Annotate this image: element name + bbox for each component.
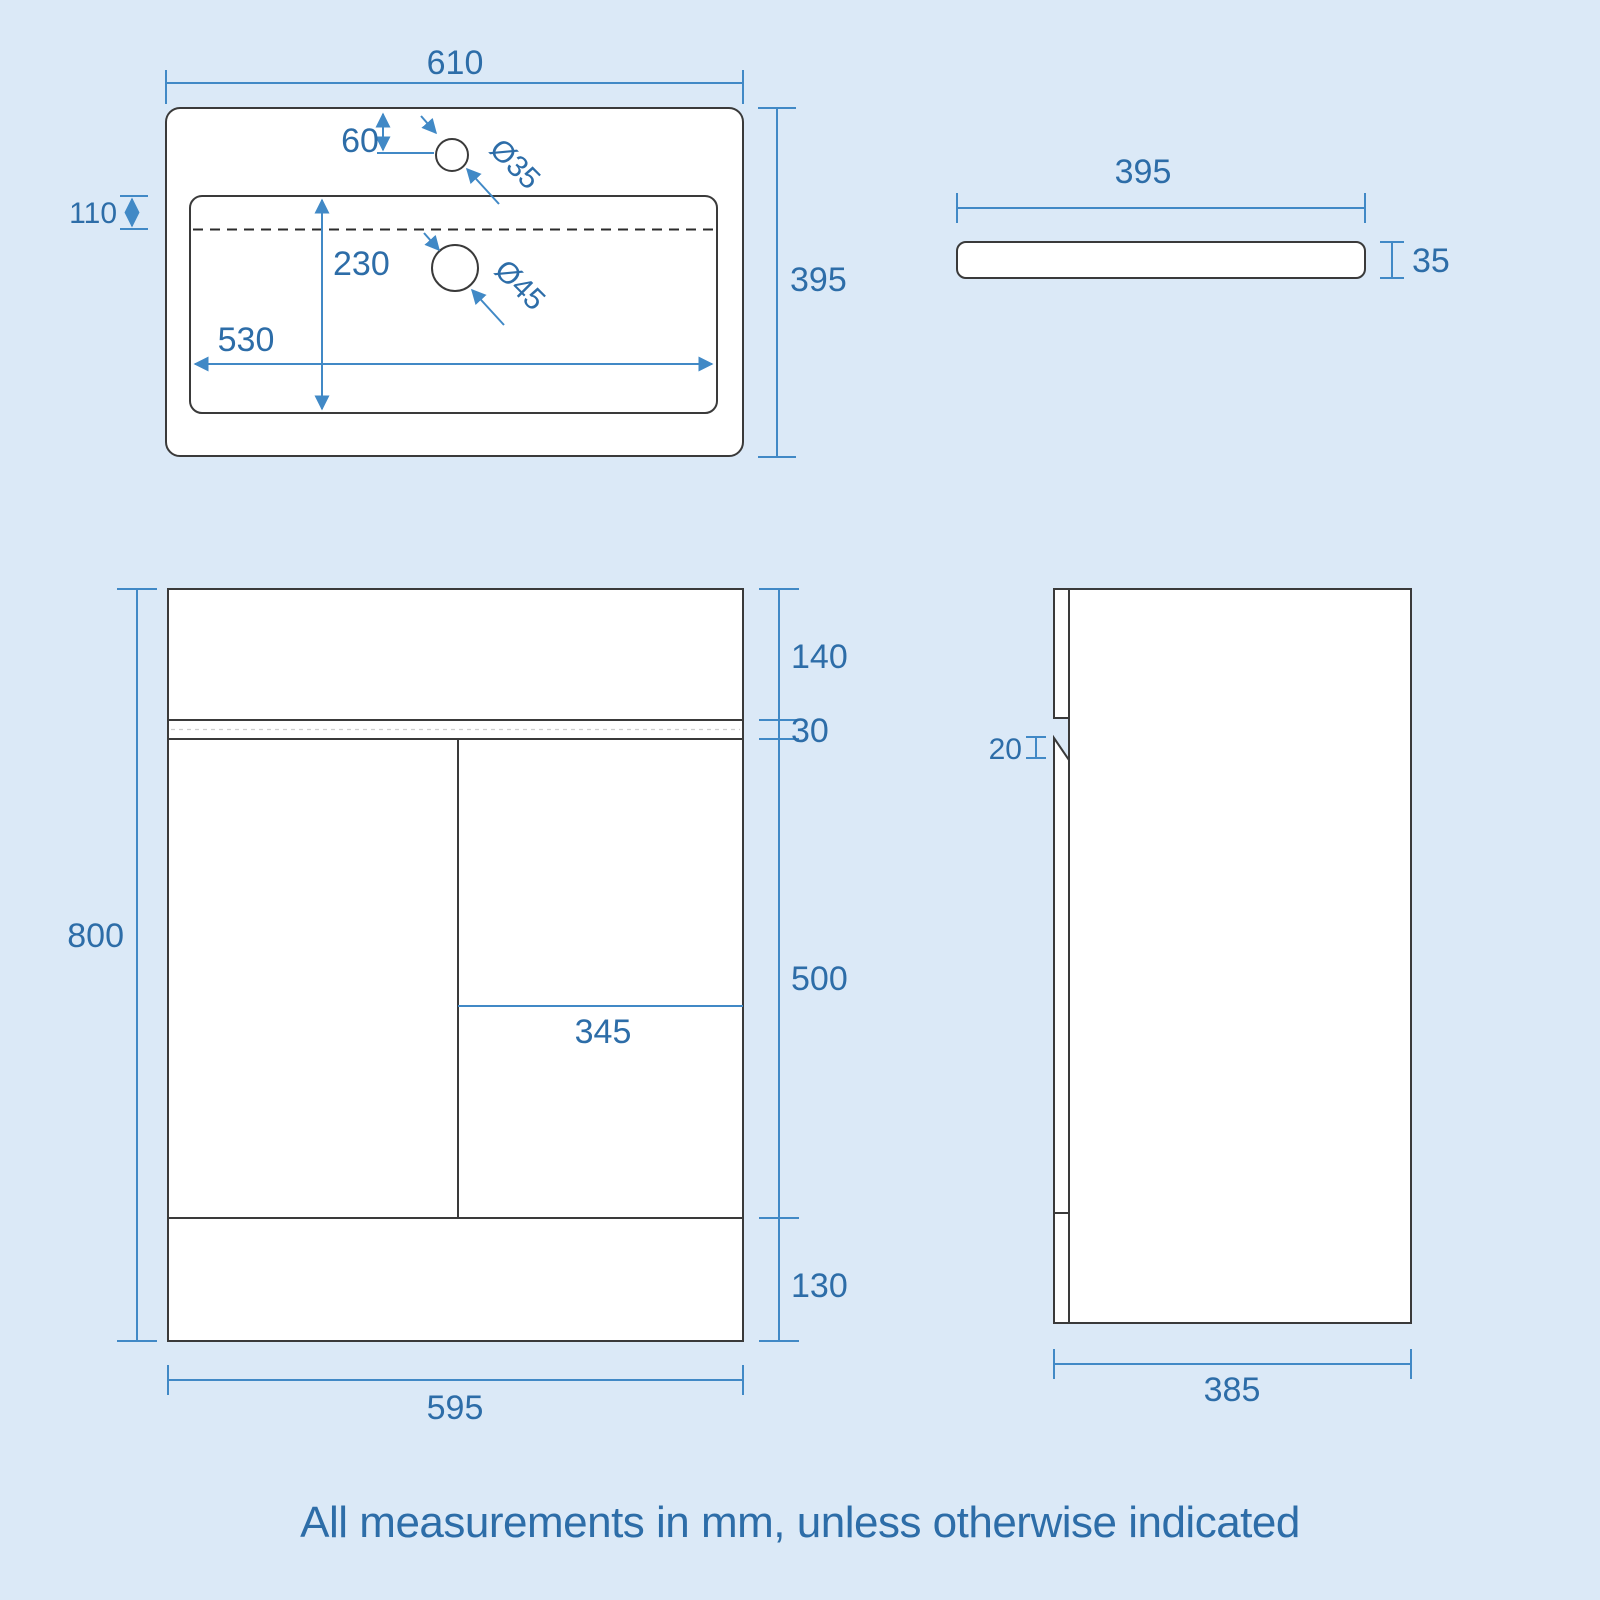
waste-hole [432,245,478,291]
dim-door-section-label: 500 [791,960,848,998]
worktop-side-profile [957,153,1450,280]
dim-worktop-width [957,153,1365,223]
dim-door-offset-label: 20 [988,733,1022,766]
dim-bowl-width-label: 530 [217,321,275,359]
dim-door-offset [989,733,1046,766]
dim-cabinet-height [67,589,157,1341]
dim-tap-setback-label: 60 [341,122,379,160]
dim-worktop-width-label: 395 [1114,153,1172,191]
dim-basin-depth [758,108,847,457]
dim-worktop-thickness-label: 35 [1412,242,1450,280]
dim-cabinet-depth [1054,1349,1411,1409]
worktop-profile-outline [957,242,1365,278]
dim-section-chain [759,589,848,1341]
waste-hole-diameter-label: Ø45 [487,253,552,318]
dim-overflow-label: 110 [69,197,117,230]
measurement-note: All measurements in mm, unless otherwise indicated [300,1498,1300,1547]
dim-basin-width-label: 610 [426,44,484,82]
worktop-front-strip [1054,589,1069,718]
dim-cabinet-width-label: 595 [426,1389,484,1427]
dim-cabinet-depth-label: 385 [1203,1371,1261,1409]
dim-basin-width [166,44,743,104]
dim-overflow [69,196,148,230]
dim-right-door-label: 345 [574,1013,632,1051]
dim-cabinet-width [168,1365,743,1427]
cabinet-side-outline [1069,589,1411,1323]
tap-hole [436,139,468,171]
cabinet-front-outline [168,589,743,1341]
dim-basin-depth-label: 395 [790,261,847,299]
dim-cabinet-height-label: 800 [67,917,124,955]
cabinet-front-view [67,589,847,1427]
door-side-profile [1054,738,1069,1213]
basin-top-view [69,44,847,457]
cabinet-side-view [989,589,1411,1409]
dim-plinth-label: 130 [791,1267,848,1305]
dim-gap-label: 30 [791,712,829,750]
dim-basin-section-label: 140 [791,638,848,676]
plinth-side-profile [1054,1213,1069,1323]
dim-bowl-depth-label: 230 [333,245,390,283]
dim-worktop-thickness [1380,242,1450,280]
tap-hole-diameter-label: Ø35 [482,132,547,197]
